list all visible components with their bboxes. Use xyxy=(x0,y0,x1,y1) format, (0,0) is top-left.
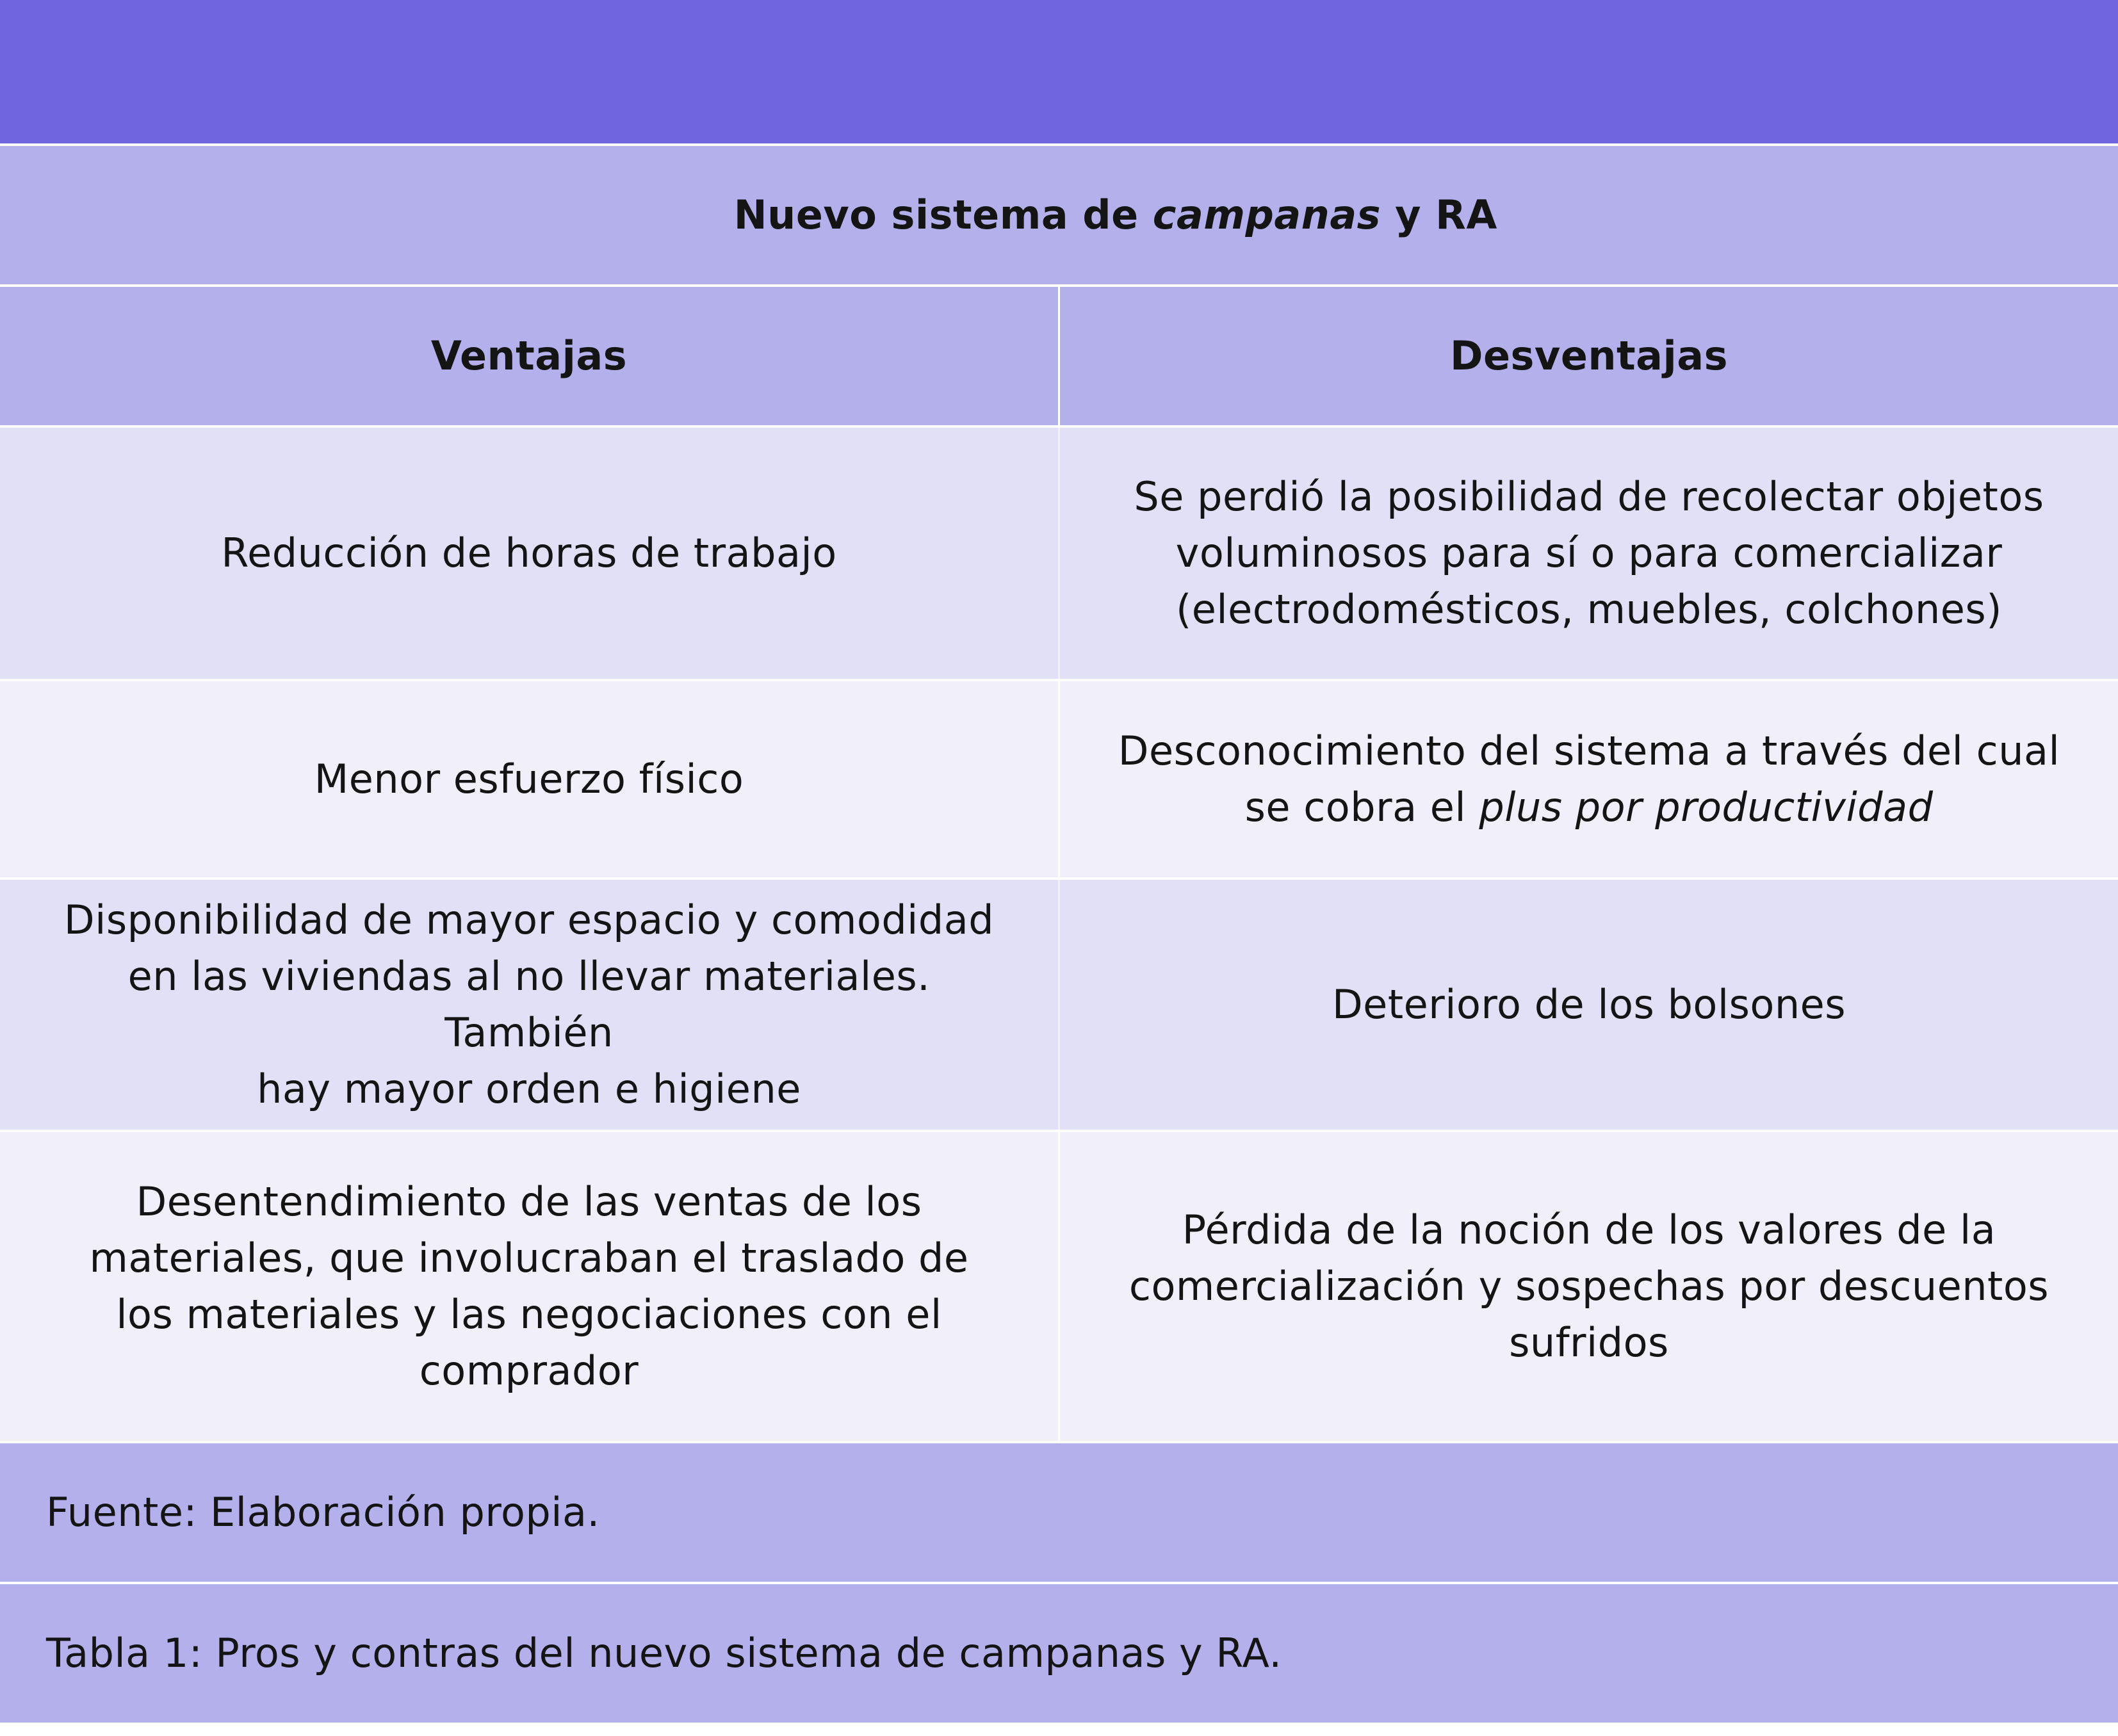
cell-line: hay mayor orden e higiene xyxy=(257,1066,801,1112)
table-row xyxy=(0,681,2118,877)
cell-line: Reducción de horas de trabajo xyxy=(221,530,837,576)
cell-line: Desentendimiento de las ventas de los xyxy=(136,1178,922,1225)
cell-line: Menor esfuerzo físico xyxy=(314,756,744,802)
cell-line: voluminosos para sí o para comercializar xyxy=(1175,530,2003,576)
title-suffix: y RA xyxy=(1381,191,1497,238)
table-row xyxy=(0,1132,2118,1441)
header-desventajas: Desventajas xyxy=(1058,287,2118,425)
desventaja-cell xyxy=(1058,880,2118,1130)
cell-line: (electrodomésticos, muebles, colchones) xyxy=(1176,586,2002,633)
cell-line: Desconocimiento del sistema a través del cual xyxy=(1118,727,2060,774)
cell-line: Pérdida de la noción de los valores de la xyxy=(1182,1206,1996,1253)
cell-line-italic: plus por productividad xyxy=(1479,784,1934,831)
ventaja-cell xyxy=(0,681,1058,877)
table-row xyxy=(0,428,2118,679)
cell-line: los materiales y las negociaciones con el xyxy=(116,1291,942,1338)
top-banner xyxy=(0,0,2118,143)
cell-line: Se perdió la posibilidad de recolectar objetos xyxy=(1134,473,2044,520)
ventaja-cell xyxy=(0,880,1058,1130)
source-note: Fuente: Elaboración propia. xyxy=(46,1489,600,1536)
cell-line: Deterioro de los bolsones xyxy=(1332,981,1846,1028)
ventaja-cell xyxy=(0,1132,1058,1441)
header-ventajas: Ventajas xyxy=(430,332,628,379)
cell-line-prefix: se cobra el xyxy=(1244,784,1479,831)
desventaja-cell xyxy=(1058,1132,2118,1441)
ventaja-cell xyxy=(0,428,1058,679)
cell-line-mixed xyxy=(1118,779,2060,836)
table-title-row xyxy=(0,146,2118,284)
desventaja-cell xyxy=(1058,428,2118,679)
table-title xyxy=(0,146,2118,284)
table-row xyxy=(0,880,2118,1130)
source-note-row xyxy=(0,1443,2118,1582)
desventaja-cell xyxy=(1058,681,2118,877)
cell-line: comercialización y sospechas por descuentos xyxy=(1128,1263,2049,1310)
cell-line: en las viviendas al no llevar materiales. También xyxy=(127,953,931,1056)
cell-line: sufridos xyxy=(1509,1319,1669,1366)
cell-line: Disponibilidad de mayor espacio y comodidad xyxy=(63,896,995,943)
caption-row xyxy=(0,1584,2118,1723)
cell-line: comprador xyxy=(419,1347,639,1394)
table-caption: Tabla 1: Pros y contras del nuevo sistema de campanas y RA. xyxy=(46,1630,1282,1676)
column-header-row xyxy=(0,287,2118,425)
title-prefix: Nuevo sistema de xyxy=(733,191,1153,238)
cell-line: materiales, que involucraban el traslado de xyxy=(89,1235,969,1281)
title-italic: campanas xyxy=(1152,191,1381,238)
